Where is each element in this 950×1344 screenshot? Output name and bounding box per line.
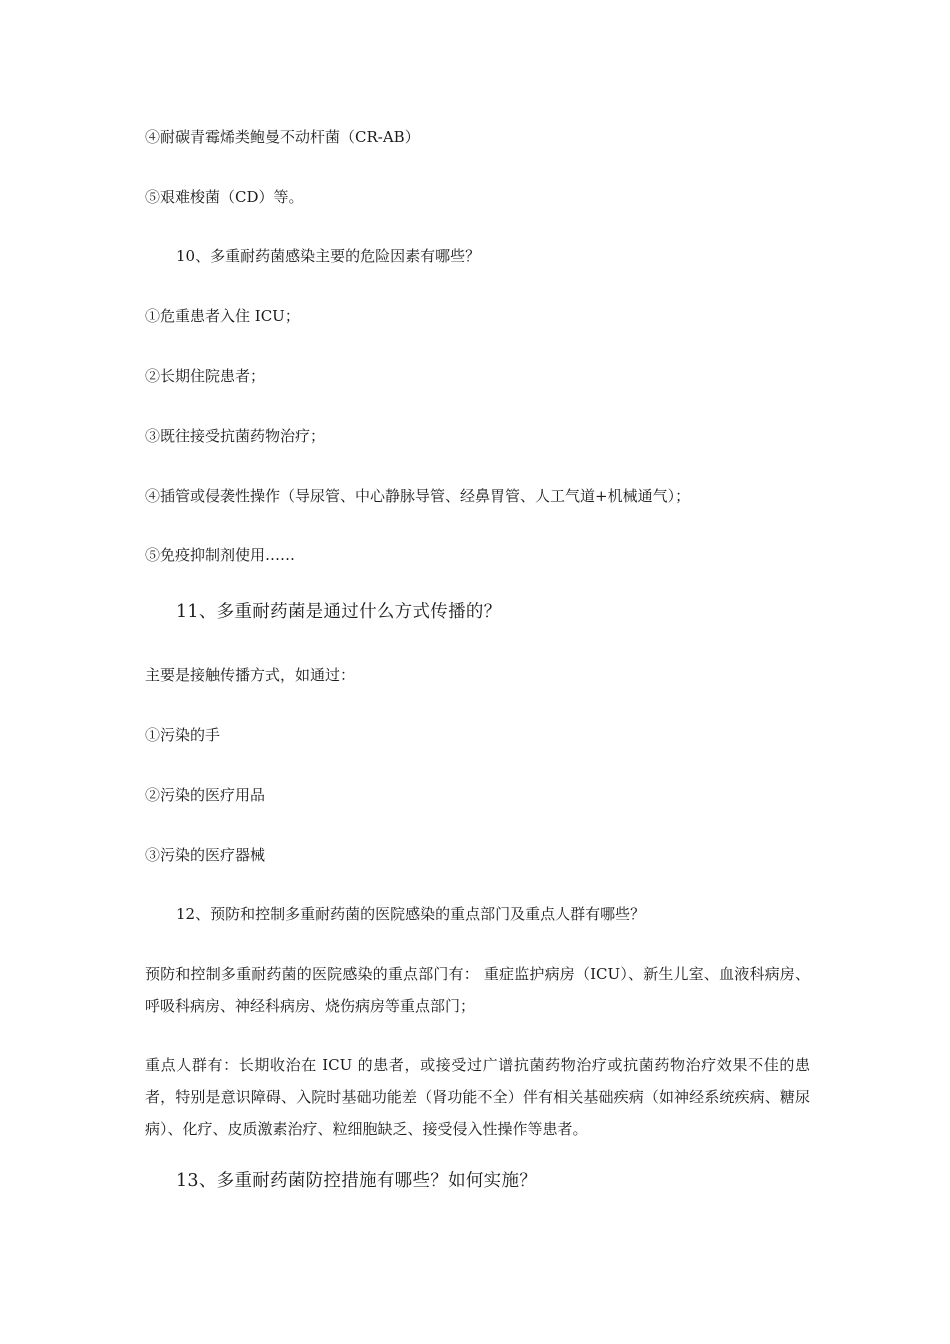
transmission-item-1: ①污染的手 — [145, 726, 221, 744]
list-item-cd: ⑤艰难梭菌（CD）等。 — [145, 188, 304, 206]
risk-item-2: ②长期住院患者； — [145, 367, 266, 385]
question-11-heading: 11、多重耐药菌是通过什么方式传播的？ — [176, 602, 502, 622]
list-item-cr-ab: ④耐碳青霉烯类鲍曼不动杆菌（CR-AB） — [145, 128, 420, 146]
risk-item-1: ①危重患者入住 ICU； — [145, 307, 300, 325]
question-13-heading: 13、多重耐药菌防控措施有哪些？如何实施？ — [176, 1171, 538, 1191]
risk-item-3: ③既往接受抗菌药物治疗； — [145, 427, 326, 445]
question-10-heading: 10、多重耐药菌感染主要的危险因素有哪些？ — [176, 247, 481, 265]
risk-item-4: ④插管或侵袭性操作（导尿管、中心静脉导管、经鼻胃管、人工气道+机械通气）； — [145, 487, 691, 505]
transmission-item-2: ②污染的医疗用品 — [145, 786, 266, 804]
transmission-item-3: ③污染的医疗器械 — [145, 846, 266, 864]
transmission-intro: 主要是接触传播方式，如通过： — [145, 666, 356, 684]
key-departments-paragraph: 预防和控制多重耐药菌的医院感染的重点部门有： 重症监护病房（ICU）、新生儿室、血液科病房、呼吸科病房、神经科病房、烧伤病房等重点部门； — [145, 965, 810, 1015]
key-population-paragraph: 重点人群有：长期收治在 ICU 的患者，或接受过广谱抗菌药物治疗或抗菌药物治疗效果不佳的患者，特别是意识障碍、入院时基础功能差（肾功能不全）伴有相关基础疾病（如神经系统疾病、糖尿病）、化疗、皮质激素治疗、粒细胞缺乏、接受侵入性操作等患者。 — [145, 1056, 810, 1138]
question-12-heading: 12、预防和控制多重耐药菌的医院感染的重点部门及重点人群有哪些？ — [176, 905, 646, 923]
risk-item-5: ⑤免疫抑制剂使用…… — [145, 546, 296, 564]
